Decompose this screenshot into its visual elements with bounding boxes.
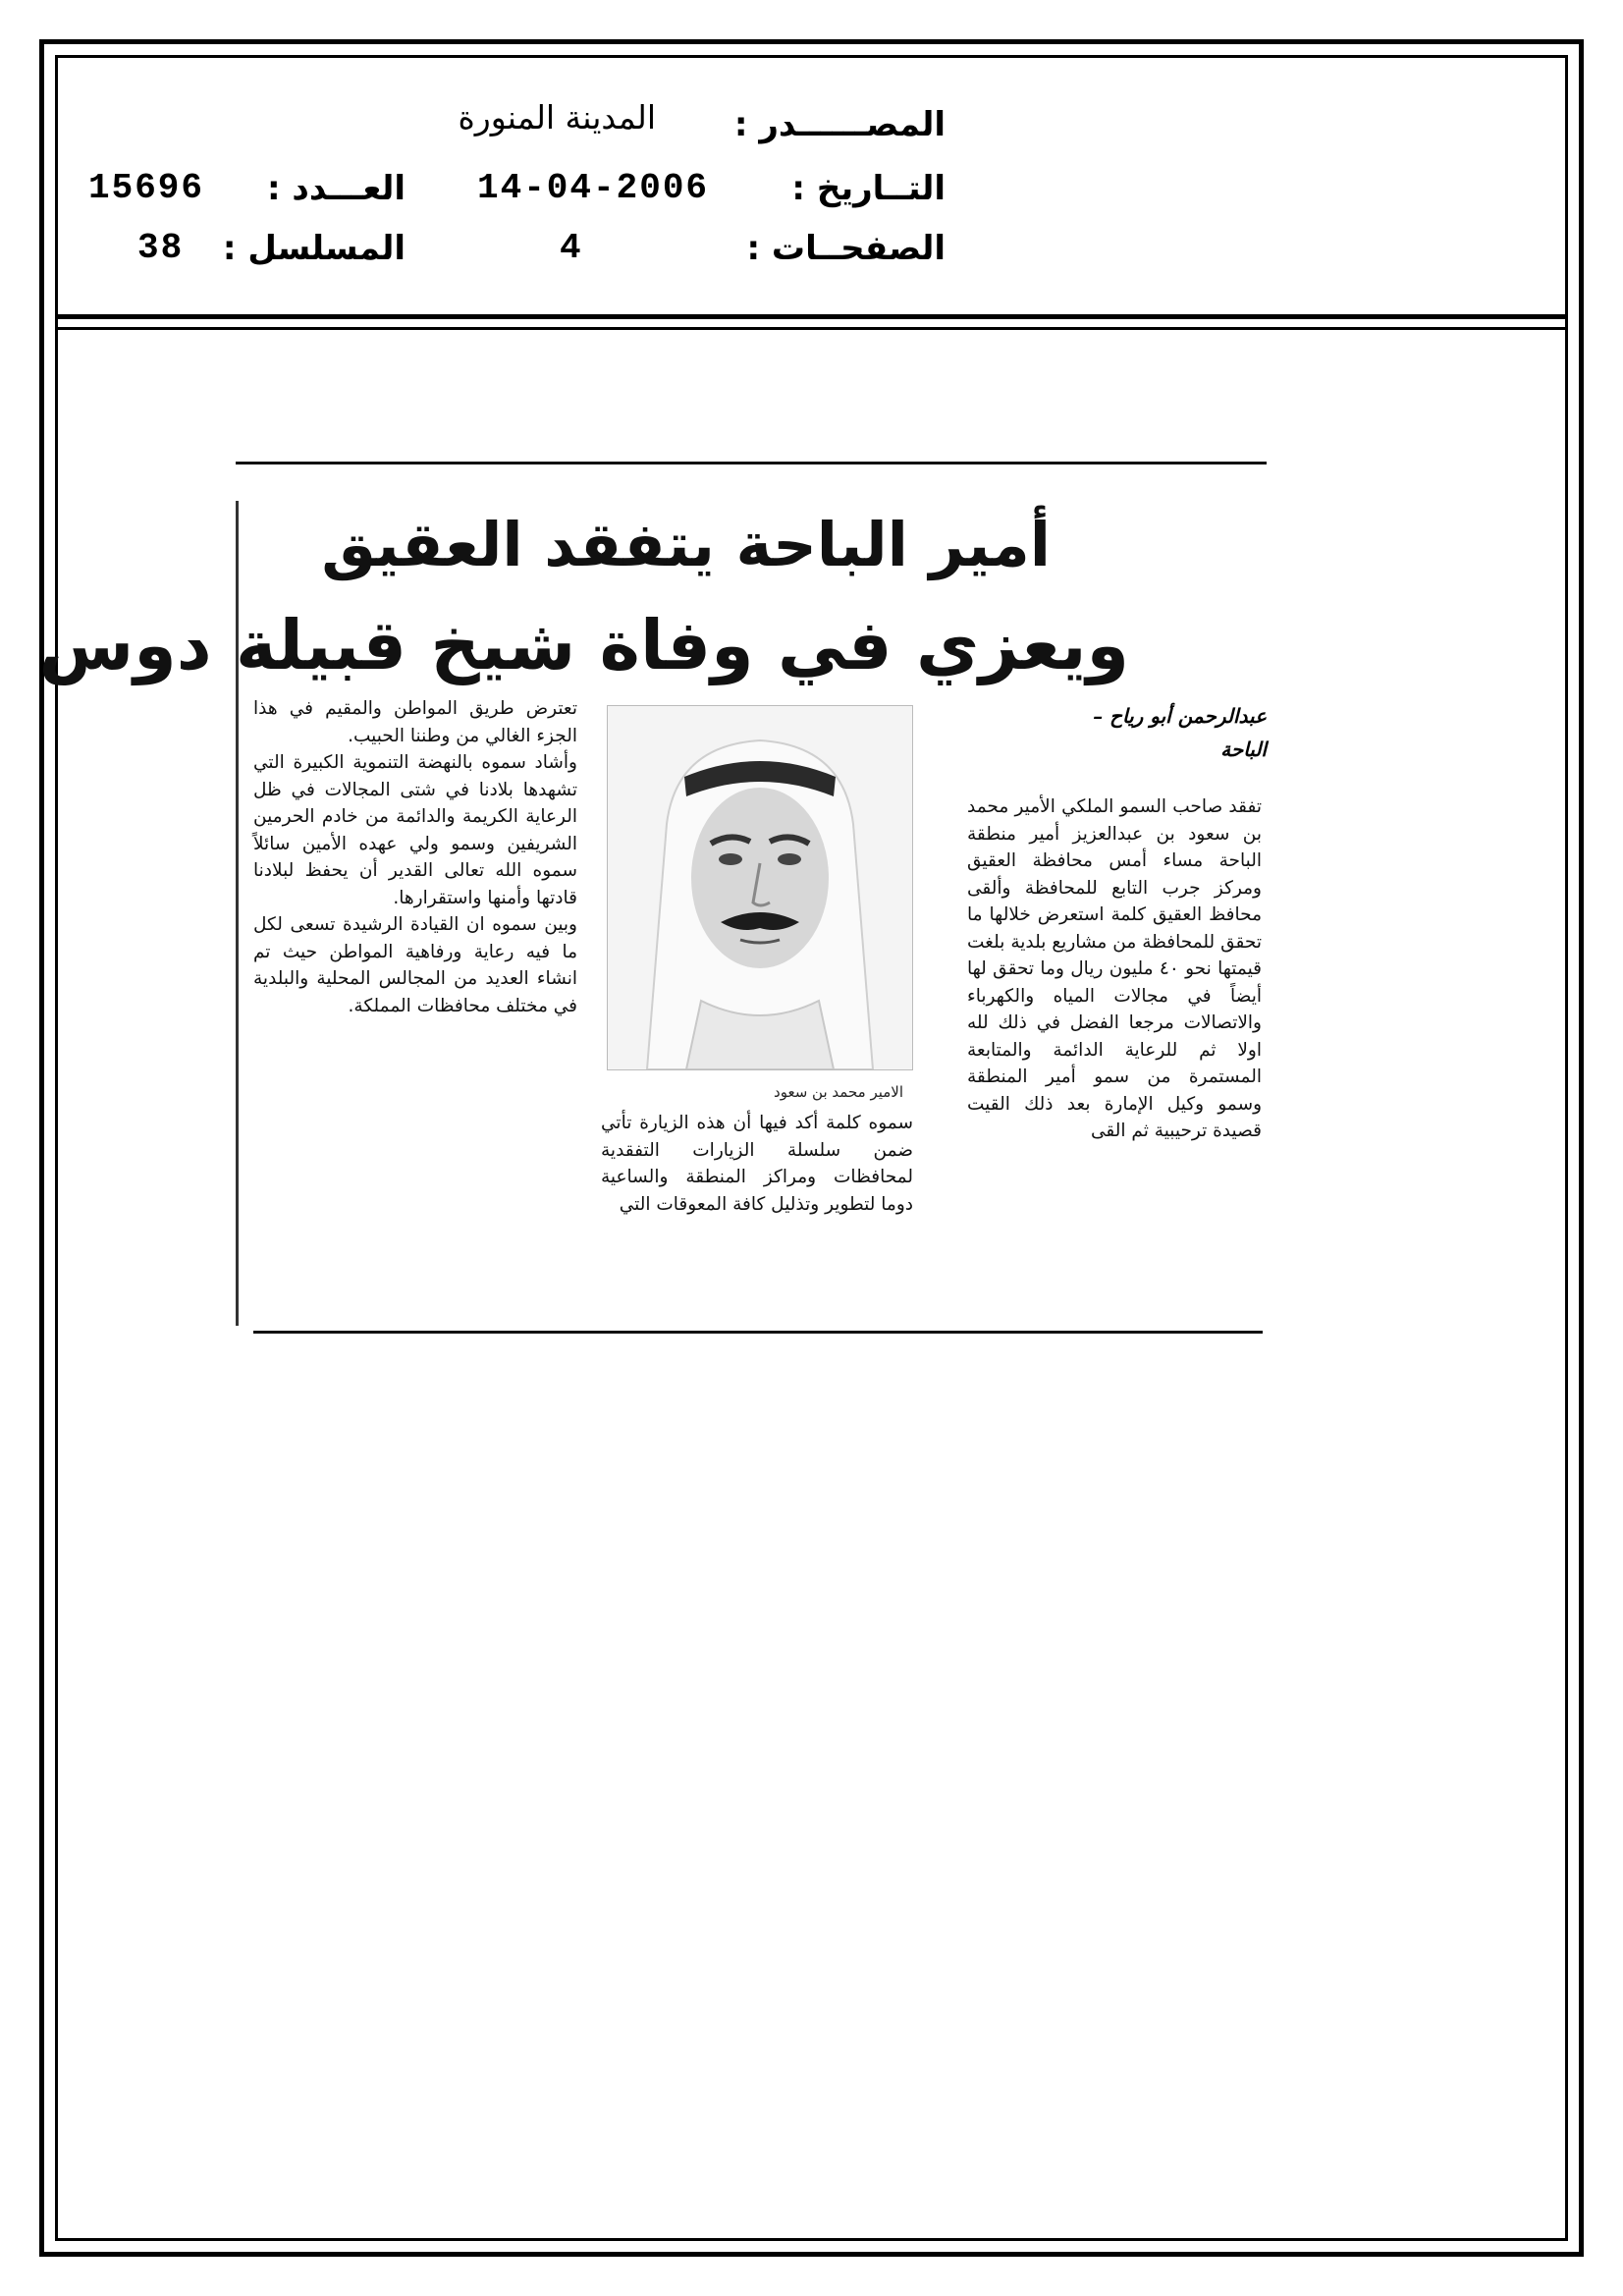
column-middle-text: سموه كلمة أكد فيها أن هذه الزيارة تأتي ضمن سلسلة الزيارات التفقدية لمحافظات ومراكز المنطقة والساعية دوما لتطوير وتذليل كافة المعوقات التي <box>601 1113 913 1215</box>
headline-line-2: ويعزي في وفاة شيخ قبيلة دوس <box>38 605 1129 685</box>
date-label: التــاريخ : <box>791 169 946 208</box>
pages-value: 4 <box>560 228 583 268</box>
serial-value: 38 <box>137 228 185 268</box>
article-column-middle <box>601 1110 913 1218</box>
clipping-top-rule <box>236 462 1267 465</box>
source-label: المصــــــدر : <box>733 105 946 144</box>
column-left-paragraph-3: وبين سموه ان القيادة الرشيدة تسعى لكل ما فيه رعاية ورفاهية المواطن حيث تم انشاء العديد من المجالس المحلية والبلدية في مختلف محافظات المملكة. <box>253 914 577 1016</box>
byline-place: الباحة <box>1220 738 1267 761</box>
serial-label: المسلسل : <box>222 229 406 268</box>
column-left-paragraph-1: تعترض طريق المواطن والمقيم في هذا الجزء الغالي من وطننا الحبيب. <box>253 698 577 746</box>
date-value: 14-04-2006 <box>477 168 710 208</box>
source-value: المدينة المنورة <box>458 98 656 137</box>
byline-author: عبدالرحمن أبو رياح – <box>1093 704 1267 728</box>
pages-label: الصفحــات : <box>746 229 946 268</box>
header-divider <box>55 314 1568 319</box>
article-column-left <box>253 695 577 1019</box>
header-divider-secondary <box>55 327 1568 330</box>
byline <box>1031 699 1267 766</box>
issue-value: 15696 <box>88 168 205 208</box>
column-left-paragraph-2: وأشاد سموه بالنهضة التنموية الكبيرة التي تشهدها بلادنا في شتى المجالات في ظل الرعاية الكريمة والدائمة من خادم الحرمين الشريفين وسمو ولي عهده الأمين سائلاً سموه الله تعالى القدير أن يحفظ لبلادنا قادتها وأمنها واستقرارها. <box>253 752 577 908</box>
clipping-bottom-rule <box>253 1331 1263 1334</box>
portrait-image <box>608 706 912 1069</box>
column-right-text: تفقد صاحب السمو الملكي الأمير محمد بن سعود بن عبدالعزيز أمير منطقة الباحة مساء أمس محافظة العقيق ومركز جرب التابع للمحافظة وألقى محافظ العقيق كلمة استعرض خلالها ما تحقق للمحافظة من مشاريع بلدية بلغت قيمتها نحو ٤٠ مليون ريال وما تحقق لها أيضاً في مجالات المياه والكهرباء والاتصالات مرجعا الفضل في ذلك لله اولا ثم للرعاية الدائمة والمتابعة المستمرة من سمو أمير المنطقة وسمو وكيل الإمارة بعد ذلك القيت قصيدة ترحيبية ثم القى <box>967 796 1263 1141</box>
article-column-right <box>967 793 1262 1145</box>
photo-caption: الامير محمد بن سعود <box>774 1083 903 1101</box>
issue-label: العـــدد : <box>267 169 406 208</box>
headline-line-1: أمير الباحة يتفقد العقيق <box>321 509 1051 580</box>
portrait-photo <box>607 705 913 1070</box>
